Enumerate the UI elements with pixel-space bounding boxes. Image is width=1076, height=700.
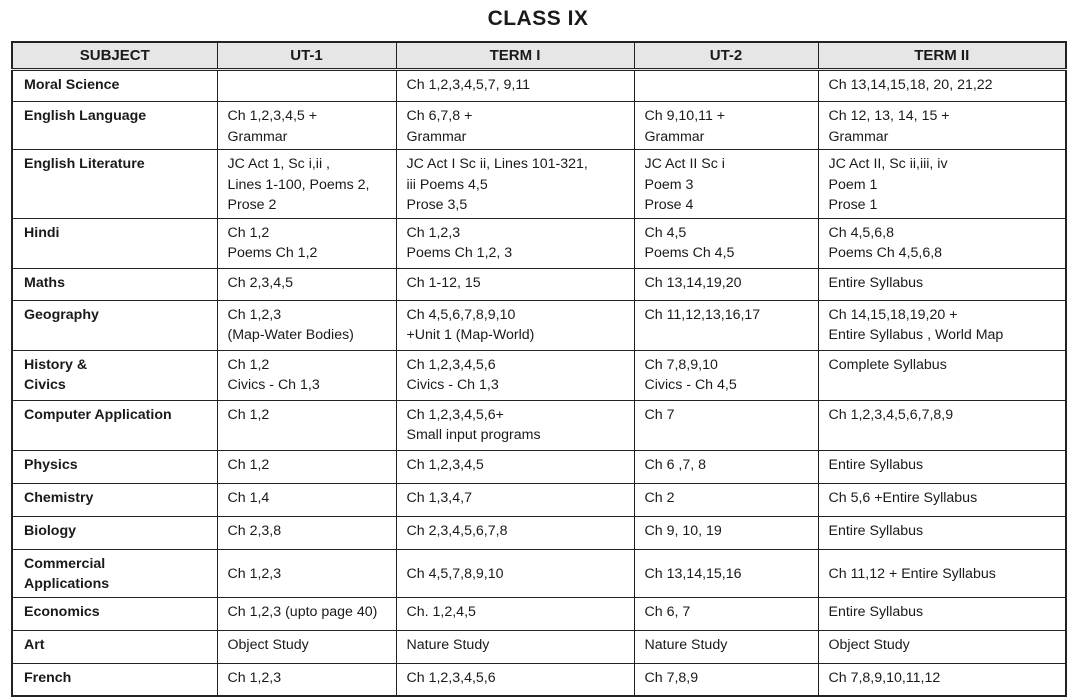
- term2-cell: Ch 14,15,18,19,20 + Entire Syllabus , World Map: [818, 300, 1066, 350]
- term2-cell: Entire Syllabus: [818, 450, 1066, 483]
- term2-cell: Ch 7,8,9,10,11,12: [818, 663, 1066, 696]
- subject-cell: Economics: [12, 597, 217, 630]
- ut2-cell: Ch 7: [634, 400, 818, 450]
- term2-cell: Complete Syllabus: [818, 350, 1066, 400]
- table-row: [12, 102, 1066, 150]
- page-title: CLASS IX: [487, 7, 589, 30]
- ut2-cell: Ch 7,8,9,10 Civics - Ch 4,5: [634, 350, 818, 400]
- ut1-cell: Ch 1,2,3 (upto page 40): [217, 597, 396, 630]
- header-row: [12, 42, 1066, 70]
- subject-cell: French: [12, 663, 217, 696]
- subject-cell: Maths: [12, 268, 217, 300]
- term1-cell: Ch 1,2,3,4,5: [396, 450, 634, 483]
- term1-cell: Ch 1,3,4,7: [396, 483, 634, 516]
- table-row: [12, 70, 1066, 102]
- ut2-cell: Nature Study: [634, 630, 818, 663]
- ut1-cell: Ch 1,2 Civics - Ch 1,3: [217, 350, 396, 400]
- ut2-cell: Ch 6, 7: [634, 597, 818, 630]
- table-row: [12, 218, 1066, 268]
- ut2-cell: Ch 13,14,19,20: [634, 268, 818, 300]
- term1-cell: Ch 1,2,3 Poems Ch 1,2, 3: [396, 218, 634, 268]
- term2-cell: JC Act II, Sc ii,iii, iv Poem 1 Prose 1: [818, 150, 1066, 219]
- subject-cell: Moral Science: [12, 70, 217, 102]
- subject-cell: Chemistry: [12, 483, 217, 516]
- term2-cell: Object Study: [818, 630, 1066, 663]
- term1-cell: Ch 6,7,8 + Grammar: [396, 102, 634, 150]
- term1-cell: Ch 1,2,3,4,5,7, 9,11: [396, 70, 634, 102]
- ut2-cell: Ch 7,8,9: [634, 663, 818, 696]
- term1-cell: Ch 1-12, 15: [396, 268, 634, 300]
- term1-cell: Nature Study: [396, 630, 634, 663]
- table-row: [12, 516, 1066, 549]
- term1-cell: Ch 4,5,7,8,9,10: [396, 549, 634, 597]
- term1-cell: Ch 1,2,3,4,5,6+ Small input programs: [396, 400, 634, 450]
- term2-cell: Entire Syllabus: [818, 516, 1066, 549]
- subject-cell: Geography: [12, 300, 217, 350]
- subject-cell: Computer Application: [12, 400, 217, 450]
- ut1-cell: Ch 1,2,3 (Map-Water Bodies): [217, 300, 396, 350]
- ut2-cell: [634, 70, 818, 102]
- term1-cell: JC Act I Sc ii, Lines 101-321, iii Poems 4,5 Prose 3,5: [396, 150, 634, 219]
- ut1-cell: Ch 1,2 Poems Ch 1,2: [217, 218, 396, 268]
- column-header-term1: TERM I: [396, 42, 634, 70]
- ut1-cell: Ch 1,2,3: [217, 663, 396, 696]
- term1-cell: Ch 4,5,6,7,8,9,10 +Unit 1 (Map-World): [396, 300, 634, 350]
- ut1-cell: Ch 2,3,4,5: [217, 268, 396, 300]
- subject-cell: English Language: [12, 102, 217, 150]
- table-row: [12, 400, 1066, 450]
- term2-cell: Ch 13,14,15,18, 20, 21,22: [818, 70, 1066, 102]
- ut1-cell: Ch 1,2: [217, 450, 396, 483]
- ut2-cell: Ch 9, 10, 19: [634, 516, 818, 549]
- term2-cell: Ch 5,6 +Entire Syllabus: [818, 483, 1066, 516]
- subject-cell: Physics: [12, 450, 217, 483]
- term1-cell: Ch. 1,2,4,5: [396, 597, 634, 630]
- syllabus-table: [11, 41, 1067, 697]
- column-header-term2: TERM II: [818, 42, 1066, 70]
- term2-cell: Ch 4,5,6,8 Poems Ch 4,5,6,8: [818, 218, 1066, 268]
- ut2-cell: JC Act II Sc i Poem 3 Prose 4: [634, 150, 818, 219]
- ut1-cell: Ch 1,2: [217, 400, 396, 450]
- column-header-ut2: UT-2: [634, 42, 818, 70]
- ut1-cell: Object Study: [217, 630, 396, 663]
- ut1-cell: Ch 2,3,8: [217, 516, 396, 549]
- table-row: [12, 150, 1066, 219]
- column-header-ut1: UT-1: [217, 42, 396, 70]
- term2-cell: Ch 12, 13, 14, 15 + Grammar: [818, 102, 1066, 150]
- term2-cell: Entire Syllabus: [818, 268, 1066, 300]
- subject-cell: Biology: [12, 516, 217, 549]
- ut1-cell: Ch 1,2,3: [217, 549, 396, 597]
- table-row: [12, 350, 1066, 400]
- table-row: [12, 597, 1066, 630]
- ut1-cell: Ch 1,4: [217, 483, 396, 516]
- subject-cell: Hindi: [12, 218, 217, 268]
- table-row: [12, 483, 1066, 516]
- subject-cell: History & Civics: [12, 350, 217, 400]
- term1-cell: Ch 2,3,4,5,6,7,8: [396, 516, 634, 549]
- table-row: [12, 450, 1066, 483]
- term2-cell: Ch 11,12 + Entire Syllabus: [818, 549, 1066, 597]
- ut1-cell: [217, 70, 396, 102]
- ut1-cell: JC Act 1, Sc i,ii , Lines 1-100, Poems 2, Prose 2: [217, 150, 396, 219]
- term1-cell: Ch 1,2,3,4,5,6 Civics - Ch 1,3: [396, 350, 634, 400]
- term2-cell: Entire Syllabus: [818, 597, 1066, 630]
- table-row: [12, 549, 1066, 597]
- table-row: [12, 630, 1066, 663]
- ut2-cell: Ch 9,10,11 + Grammar: [634, 102, 818, 150]
- ut1-cell: Ch 1,2,3,4,5 + Grammar: [217, 102, 396, 150]
- subject-cell: Art: [12, 630, 217, 663]
- table-row: [12, 268, 1066, 300]
- ut2-cell: Ch 13,14,15,16: [634, 549, 818, 597]
- table-row: [12, 300, 1066, 350]
- term2-cell: Ch 1,2,3,4,5,6,7,8,9: [818, 400, 1066, 450]
- table-row: [12, 663, 1066, 696]
- ut2-cell: Ch 6 ,7, 8: [634, 450, 818, 483]
- term1-cell: Ch 1,2,3,4,5,6: [396, 663, 634, 696]
- ut2-cell: Ch 4,5 Poems Ch 4,5: [634, 218, 818, 268]
- ut2-cell: Ch 11,12,13,16,17: [634, 300, 818, 350]
- ut2-cell: Ch 2: [634, 483, 818, 516]
- column-header-subject: SUBJECT: [12, 42, 217, 70]
- subject-cell: Commercial Applications: [12, 549, 217, 597]
- subject-cell: English Literature: [12, 150, 217, 219]
